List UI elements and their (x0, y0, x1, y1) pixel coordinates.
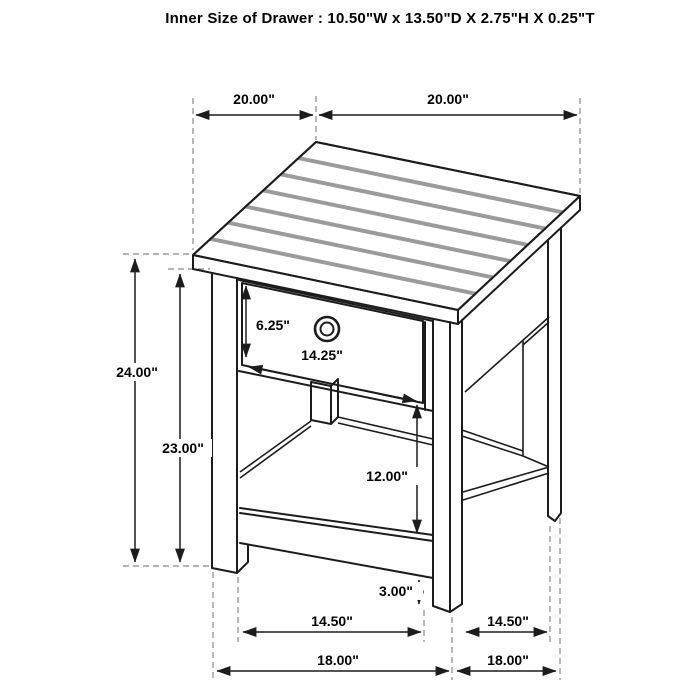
back-right-leg (548, 228, 561, 521)
dim-text-side-outer-span: 18.00" (487, 652, 529, 668)
dim-text-drawer-width: 14.25" (301, 347, 343, 363)
dim-text-side-inner-span: 14.50" (487, 613, 529, 629)
dim-label-drawer-width (286, 346, 358, 364)
dim-label-top-width (427, 91, 469, 107)
dim-label-under-top-height (154, 439, 212, 457)
dim-text-under-top-height: 23.00" (162, 440, 204, 456)
dim-label-side-inner-span (487, 613, 529, 629)
dim-label-front-inner-span (311, 613, 353, 629)
table-body (212, 228, 561, 612)
dim-text-front-outer-span: 18.00" (317, 652, 359, 668)
dim-label-foot-height (369, 582, 423, 600)
page-title: Inner Size of Drawer : 10.50"W x 13.50"D X 2.75"H X 0.25"T (165, 10, 595, 27)
dim-text-front-inner-span: 14.50" (311, 613, 353, 629)
dim-text-overall-height: 24.00" (116, 364, 158, 380)
dim-text-foot-height: 3.00" (379, 583, 413, 599)
dim-text-top-depth: 20.00" (233, 91, 275, 107)
lower-shelf (240, 508, 433, 578)
dim-label-drawer-height (251, 315, 295, 333)
dimension-lines (135, 115, 577, 671)
right-front-leg (433, 319, 462, 612)
right-side-frame (462, 317, 549, 500)
dim-label-overall-height (108, 363, 166, 381)
dim-label-top-depth (233, 91, 275, 107)
dim-label-front-outer-span (317, 652, 359, 668)
dim-label-shelf-clearance (356, 467, 418, 485)
dim-text-drawer-height: 6.25" (256, 317, 290, 333)
dim-text-top-width: 20.00" (427, 91, 469, 107)
dim-label-side-outer-span (487, 652, 529, 668)
dim-text-shelf-clearance: 12.00" (366, 468, 408, 484)
tabletop (193, 142, 580, 324)
drawer-knob-icon (315, 317, 339, 341)
tabletop-plank-lines (211, 158, 563, 294)
